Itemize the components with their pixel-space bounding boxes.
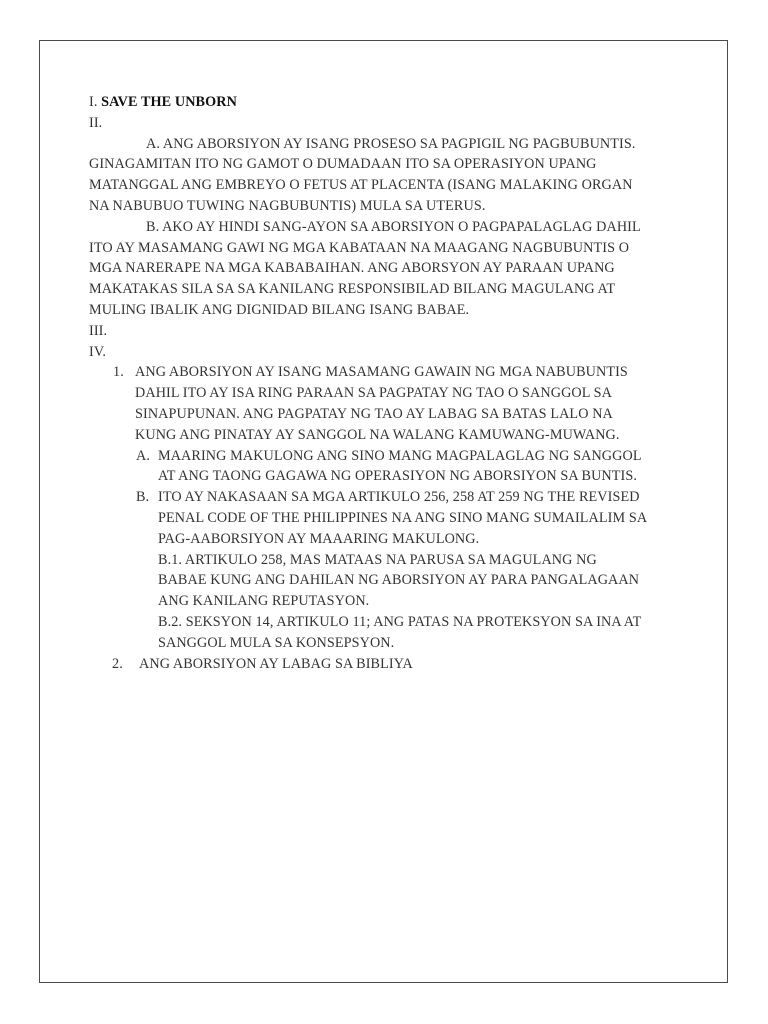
paragraph-line: MAKATAKAS SILA SA SA KANILANG RESPONSIBILAD BILANG MAGULANG AT	[89, 281, 616, 298]
sub-item-line: ANG KANILANG REPUTASYON.	[158, 593, 370, 610]
sub-item-line: SANGGOL MULA SA KONSEPSYON.	[158, 634, 395, 651]
paragraph-line: ITO AY MASAMANG GAWI NG MGA KABATAAN NA MAAGANG NAGBUBUNTIS O	[89, 239, 630, 256]
list-marker: 2.	[112, 655, 123, 672]
sub-item-line: BABAE KUNG ANG DAHILAN NG ABORSIYON AY PARA PANGALAGAAN	[158, 572, 640, 589]
paragraph-line: GINAGAMITAN ITO NG GAMOT O DUMADAAN ITO SA OPERASIYON UPANG	[89, 156, 597, 173]
section-number: I.	[89, 94, 98, 110]
sub-item-line: B.1. ARTIKULO 258, MAS MATAAS NA PARUSA SA MAGULANG NG	[158, 551, 597, 568]
sub-item-marker: B.	[136, 489, 150, 506]
document-title: SAVE THE UNBORN	[101, 94, 237, 110]
paragraph-line: NA NABUBUO TUWING NAGBUBUNTIS) MULA SA UTERUS.	[89, 197, 486, 214]
sub-item-line: PENAL CODE OF THE PHILIPPINES NA ANG SINO MANG SUMAILALIM SA	[158, 509, 648, 526]
list-item-line: ANG ABORSIYON AY LABAG SA BIBLIYA	[139, 655, 413, 672]
list-item-line: ANG ABORSIYON AY ISANG MASAMANG GAWAIN NG MGA NABUBUNTIS	[135, 364, 628, 381]
list-item-line: SINAPUPUNAN. ANG PAGPATAY NG TAO AY LABAG SA BATAS LALO NA	[135, 405, 613, 422]
paragraph-line: MATANGGAL ANG EMBREYO O FETUS AT PLACENTA (ISANG MALAKING ORGAN	[89, 177, 633, 194]
list-item-1	[89, 362, 689, 445]
sub-item-marker: A.	[136, 447, 150, 464]
paragraph-line: A. ANG ABORSIYON AY ISANG PROSESO SA PAGPIGIL NG PAGBUBUNTIS.	[146, 135, 636, 152]
sub-item-line: MAARING MAKULONG ANG SINO MANG MAGPALAGLAG NG SANGGOL	[158, 447, 642, 464]
sub-item-b1	[89, 550, 689, 612]
section-heading-1	[89, 92, 689, 113]
section-heading-2: II.	[89, 114, 103, 131]
sub-item-b2	[89, 612, 689, 654]
sub-item-a	[89, 446, 689, 488]
document-content	[89, 92, 689, 674]
sub-item-line: PAG-AABORSIYON AY MAAARING MAKULONG.	[158, 530, 480, 547]
list-item-line: KUNG ANG PINATAY AY SANGGOL NA WALANG KAMUWANG-MUWANG.	[135, 426, 620, 443]
paragraph-line: MULING IBALIK ANG DIGNIDAD BILANG ISANG BABAE.	[89, 301, 470, 318]
list-item-2	[89, 654, 689, 675]
paragraph-line: B. AKO AY HINDI SANG-AYON SA ABORSIYON O PAGPAPALAGLAG DAHIL	[146, 218, 641, 235]
section-heading-4: IV.	[89, 343, 106, 360]
sub-item-line: AT ANG TAONG GAGAWA NG OPERASIYON NG ABORSIYON SA BUNTIS.	[158, 468, 638, 485]
sub-item-line: B.2. SEKSYON 14, ARTIKULO 11; ANG PATAS NA PROTEKSYON SA INA AT	[158, 613, 642, 630]
sub-item-line: ITO AY NAKASAAN SA MGA ARTIKULO 256, 258 AT 259 NG THE REVISED	[158, 489, 640, 506]
paragraph-line: MGA NARERAPE NA MGA KABABAIHAN. ANG ABORSYON AY PARAAN UPANG	[89, 260, 615, 277]
list-item-line: DAHIL ITO AY ISA RING PARAAN SA PAGPATAY NG TAO O SANGGOL SA	[135, 385, 612, 402]
section-heading-3: III.	[89, 322, 108, 339]
sub-item-b	[89, 487, 689, 549]
paragraph-a	[89, 134, 689, 217]
paragraph-b	[89, 217, 689, 321]
list-marker: 1.	[113, 364, 124, 381]
